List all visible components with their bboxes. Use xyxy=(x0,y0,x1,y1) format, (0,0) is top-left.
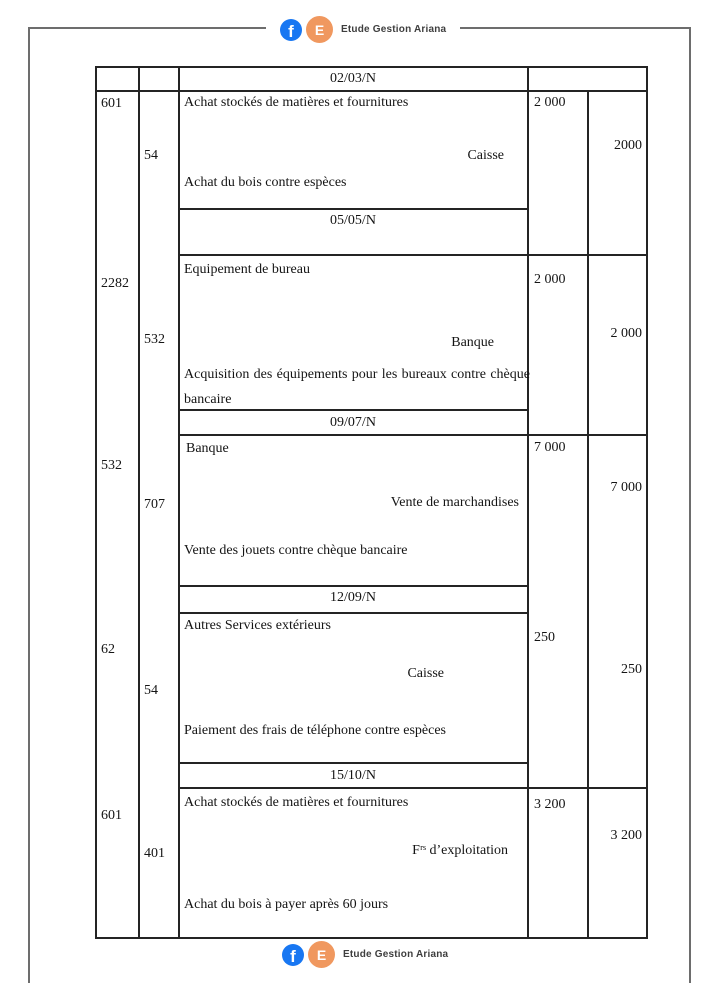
credit-amount: 2 000 xyxy=(610,326,642,341)
entry2-bottom-line xyxy=(178,434,648,436)
entry-narration: Paiement des frais de téléphone contre espèces xyxy=(184,723,447,738)
credit-account-number: 532 xyxy=(144,332,165,347)
credit-amount: 3 200 xyxy=(610,828,642,843)
date-separator: 05/05/N xyxy=(330,213,376,228)
debit-credit-account-divider xyxy=(138,66,140,939)
facebook-icon xyxy=(282,944,304,966)
debit-account-label: Equipement de bureau xyxy=(184,262,310,277)
date-separator: 12/09/N xyxy=(330,590,376,605)
credit-account-label: Caisse xyxy=(467,148,504,163)
debit-amount: 2 000 xyxy=(534,272,566,287)
debit-account-number: 601 xyxy=(101,808,122,823)
entry-narration: Achat du bois à payer après 60 jours xyxy=(184,897,389,912)
debit-amount: 250 xyxy=(534,630,555,645)
debit-amount: 2 000 xyxy=(534,95,566,110)
credit-account-label: Fʳˢ d’exploitation xyxy=(412,843,508,858)
entry-narration: Achat du bois contre espèces xyxy=(184,175,347,190)
facebook-letter: f xyxy=(290,946,296,966)
date-separator: 02/03/N xyxy=(330,71,376,86)
debit-account-number: 532 xyxy=(101,458,122,473)
date4-top-line xyxy=(178,585,528,587)
debit-credit-amount-divider xyxy=(587,90,589,939)
brand-e-badge-icon xyxy=(308,941,335,968)
credit-account-label: Vente de marchandises xyxy=(390,495,519,510)
debit-account-label: Banque xyxy=(186,441,229,456)
credit-account-number: 54 xyxy=(144,683,158,698)
footer-brand xyxy=(268,941,462,968)
description-amount-divider xyxy=(527,66,529,939)
entry1-bottom-line xyxy=(178,254,648,256)
credit-amount: 7 000 xyxy=(610,480,642,495)
debit-account-number: 2282 xyxy=(101,276,129,291)
debit-account-number: 601 xyxy=(101,96,122,111)
brand-name: Etude Gestion Ariana xyxy=(343,949,449,960)
facebook-icon xyxy=(280,19,302,41)
credit-account-number: 401 xyxy=(144,846,165,861)
credit-amount: 250 xyxy=(621,662,642,677)
date2-top-line xyxy=(178,208,528,210)
table-right-border xyxy=(646,66,648,939)
debit-account-number: 62 xyxy=(101,642,115,657)
credit-account-label: Caisse xyxy=(407,666,444,681)
date-separator: 09/07/N xyxy=(330,415,376,430)
brand-e-badge-icon xyxy=(306,16,333,43)
debit-account-label: Achat stockés de matières et fournitures xyxy=(184,95,409,110)
date5-bottom-line xyxy=(178,787,648,789)
date4-bottom-line xyxy=(178,612,528,614)
credit-amount: 2000 xyxy=(614,138,642,153)
entry-narration: Acquisition des équipements pour les bureaux contre chèque bancaire xyxy=(184,367,530,407)
date5-top-line xyxy=(178,762,528,764)
debit-account-label: Achat stockés de matières et fournitures xyxy=(184,795,409,810)
table-left-border xyxy=(95,66,97,939)
debit-amount: 3 200 xyxy=(534,797,566,812)
entry-narration: Vente des jouets contre chèque bancaire xyxy=(184,543,408,558)
debit-amount: 7 000 xyxy=(534,440,566,455)
brand-e-letter: E xyxy=(316,946,327,963)
credit-account-label: Banque xyxy=(451,335,494,350)
header-brand xyxy=(266,16,460,43)
credit-account-number: 54 xyxy=(144,148,158,163)
brand-name: Etude Gestion Ariana xyxy=(341,24,447,35)
debit-account-label: Autres Services extérieurs xyxy=(184,618,331,633)
facebook-letter: f xyxy=(288,21,294,41)
credit-account-number: 707 xyxy=(144,497,165,512)
date-separator: 15/10/N xyxy=(330,768,376,783)
brand-e-letter: E xyxy=(314,21,325,38)
